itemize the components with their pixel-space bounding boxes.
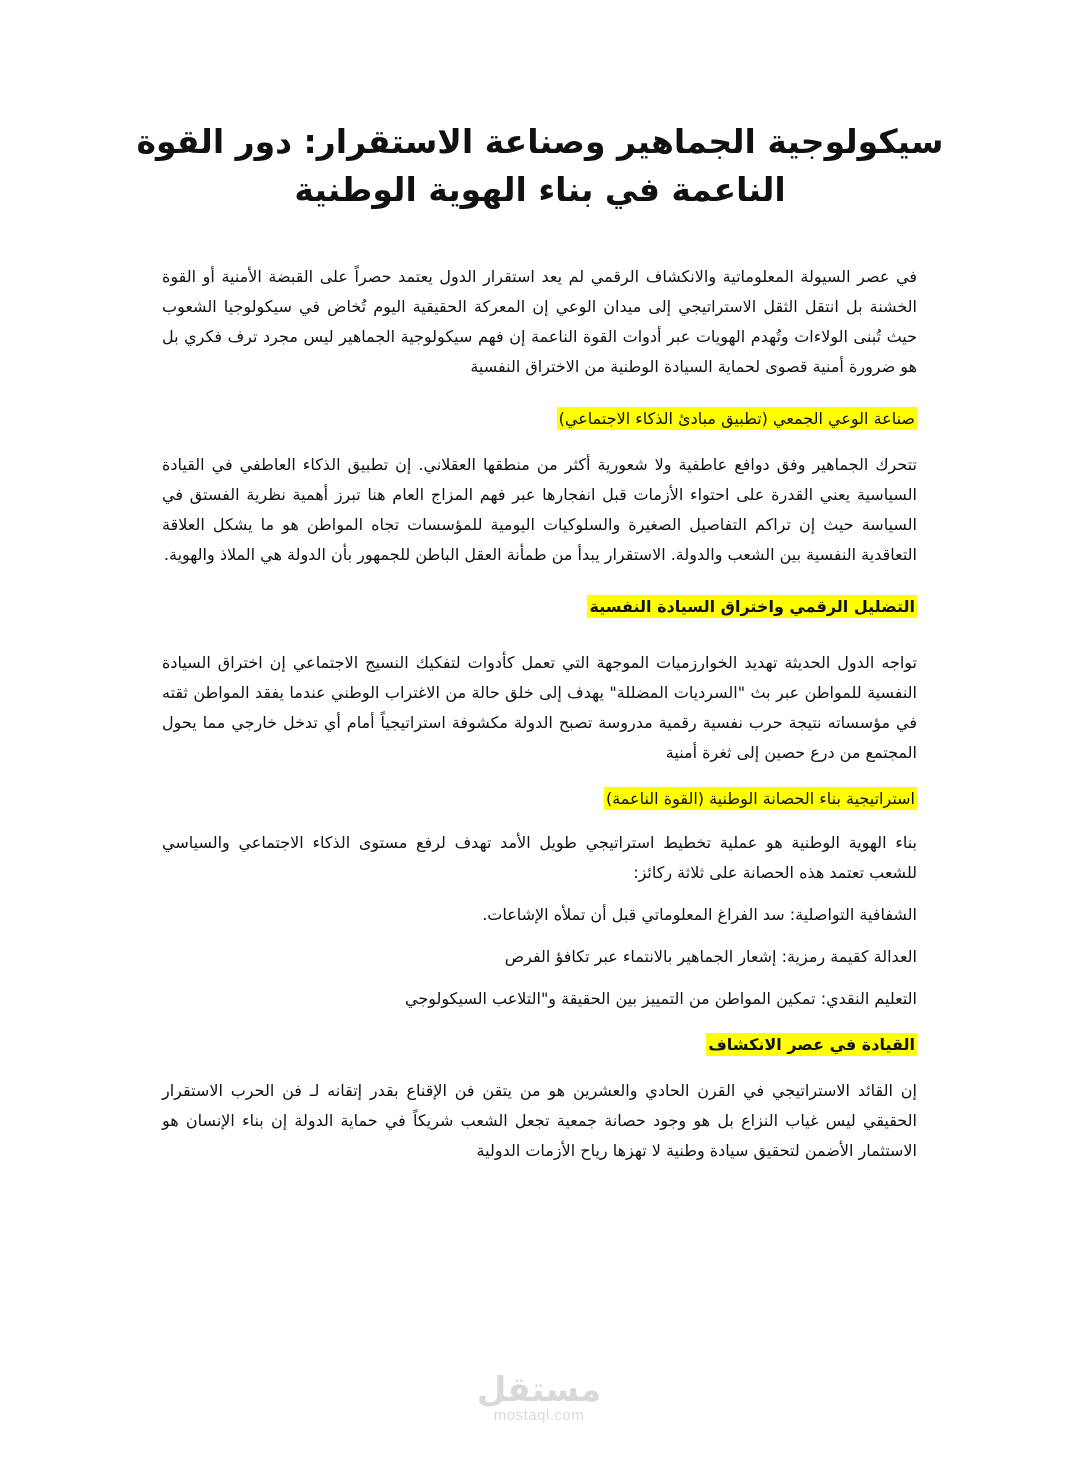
heading-highlight: صناعة الوعي الجمعي (تطبيق مبادئ الذكاء الاجتماعي) [558, 409, 915, 428]
pillar-item-transparency: الشفافية التواصلية: سد الفراغ المعلوماتي قبل أن تملأه الإشاعات. [482, 905, 917, 924]
section-body-leadership: إن القائد الاستراتيجي في القرن الحادي والعشرين هو من يتقن فن الإقناع بقدر إتقانه لـ فن الحرب الاستقرار الحقيقي ليس غياب النزاع بل هو وجود حصانة جمعية تجعل الشعب شريكاً في حماية الدولة إن بناء الإنسان هو الاستثمار الأضمن لتحقيق سيادة وطنية لا تهزها رياح الأزمات الدولية [162, 1081, 917, 1160]
section-body-digital-misinformation: تواجه الدول الحديثة تهديد الخوارزميات الموجهة التي تعمل كأدوات لتفكيك النسيج الاجتماعي إن اختراق السيادة النفسية للمواطن عبر بث "السرديات المضللة" يهدف إلى خلق حالة من الاغتراب الوطني عندما يفقد المواطن ثقته في مؤسساته نتيجة حرب نفسية رقمية مدروسة تصبح الدولة مكشوفة استراتيجياً أمام أي تدخل خارجي مما يحول المجتمع من درع حصين إلى ثغرة أمنية [162, 653, 917, 762]
intro-paragraph: في عصر السيولة المعلوماتية والانكشاف الرقمي لم يعد استقرار الدول يعتمد حصراً على القبضة الأمنية أو القوة الخشنة بل انتقل الثقل الاستراتيجي إلى ميدان الوعي إن المعركة الحقيقية اليوم تُخاض في سيكولوجيا الشعوب حيث تُبنى الولاءات وتُهدم الهويات عبر أدوات القوة الناعمة إن فهم سيكولوجية الجماهير ليس مجرد ترف فكري بل هو ضرورة أمنية قصوى لحماية السيادة الوطنية من الاختراق النفسية [162, 267, 917, 376]
section-heading-national-immunity [162, 786, 917, 812]
watermark-logo-text: مستقل [476, 1370, 602, 1410]
heading-highlight: التضليل الرقمي واختراق السيادة النفسية [589, 597, 915, 616]
document-body [162, 262, 917, 1166]
section-heading-collective-awareness [162, 406, 917, 432]
document-title: سيكولوجية الجماهير وصناعة الاستقرار: دور القوة الناعمة في بناء الهوية الوطنية [136, 122, 944, 209]
heading-highlight: القيادة في عصر الانكشاف [708, 1035, 915, 1054]
section-heading-leadership [162, 1032, 917, 1058]
pillar-item-critical-education: التعليم النقدي: تمكين المواطن من التمييز بين الحقيقة و"التلاعب السيكولوجي [405, 989, 917, 1008]
watermark-domain: mostaql.com [493, 1407, 585, 1424]
pillar-item-justice: العدالة كقيمة رمزية: إشعار الجماهير بالانتماء عبر تكافؤ الفرص [504, 947, 917, 966]
section-heading-digital-misinformation [162, 594, 917, 620]
section-body-collective-awareness: تتحرك الجماهير وفق دوافع عاطفية ولا شعورية أكثر من منطقها العقلاني. إن تطبيق الذكاء العاطفي في القيادة السياسية يعني القدرة على احتواء الأزمات قبل انفجارها عبر فهم المزاج العام هنا تبرز أهمية نظرية الفستق في السياسة حيث إن تراكم التفاصيل الصغيرة والسلوكيات اليومية للمؤسسات تجاه المواطن هو ما يشكل العلاقة التعاقدية النفسية بين الشعب والدولة. الاستقرار يبدأ من طمأنة العقل الباطن للجمهور بأن الدولة هي الملاذ والهوية. [162, 455, 917, 564]
section-body-national-immunity: بناء الهوية الوطنية هو عملية تخطيط استراتيجي طويل الأمد تهدف لرفع مستوى الذكاء الاجتماعي والسياسي للشعب تعتمد هذه الحصانة على ثلاثة ركائز: [162, 833, 917, 882]
heading-highlight: استراتيجية بناء الحصانة الوطنية (القوة الناعمة) [605, 789, 915, 808]
mostaql-watermark [468, 1372, 610, 1432]
